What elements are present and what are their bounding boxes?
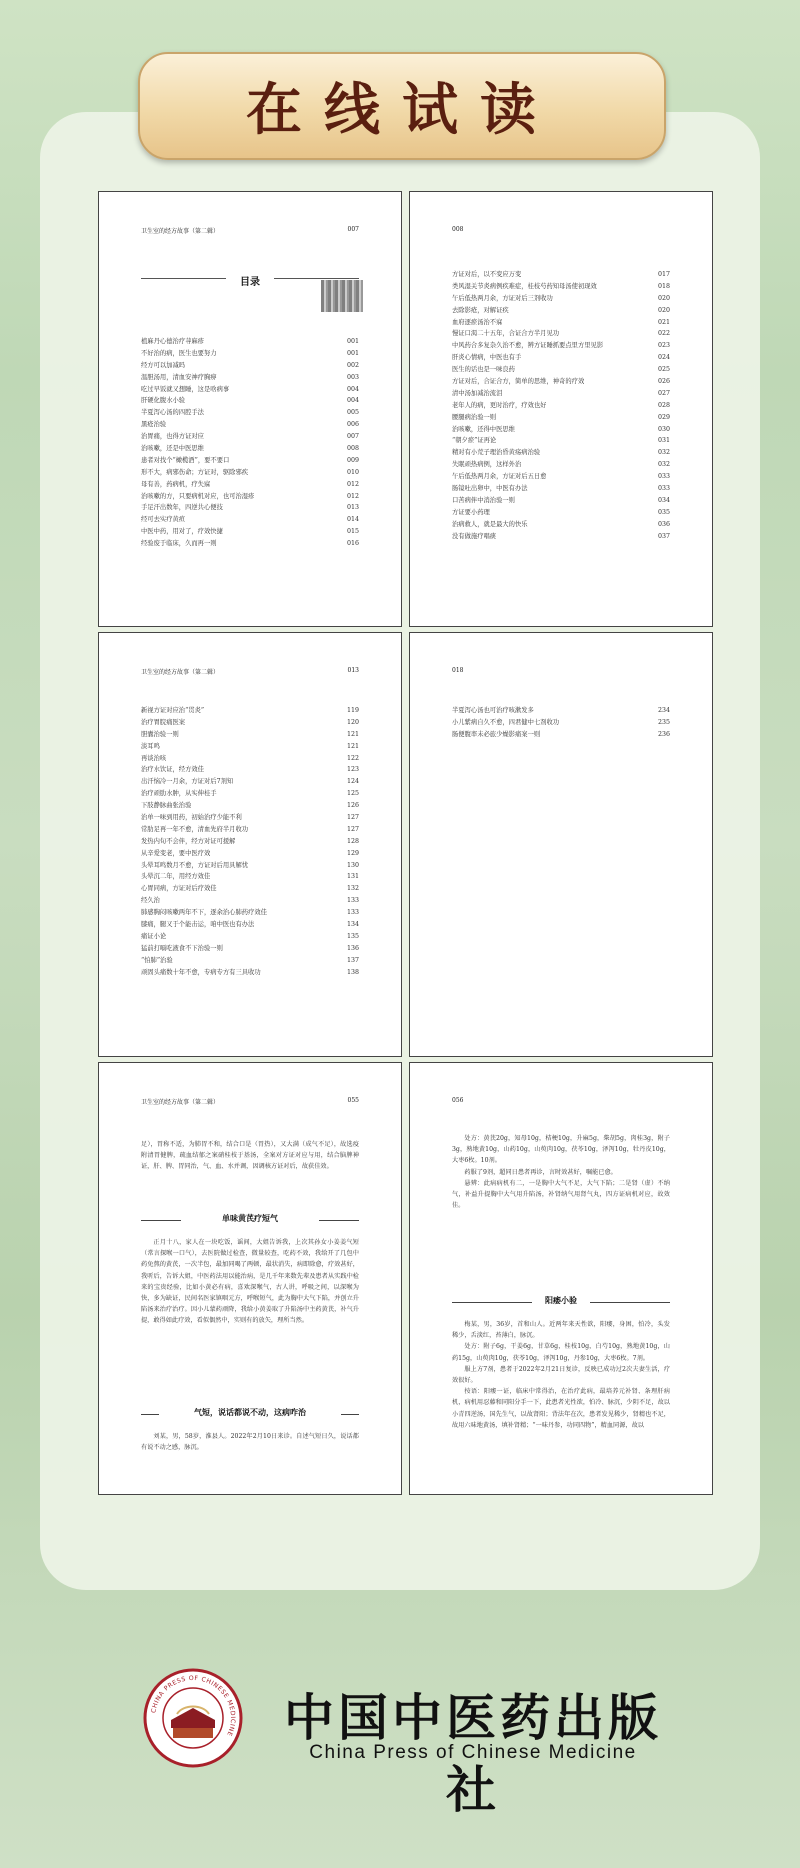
toc-entry-page: 032 [657, 449, 670, 457]
toc-list [452, 705, 670, 741]
toc-entry-page: 022 [657, 330, 670, 338]
toc-entry [141, 919, 359, 931]
toc-entry-title: 经可去实疗黄疸 [141, 516, 186, 524]
page-header [452, 1097, 670, 1104]
paragraph: 悬辨：此病病机有二，一是胸中大气不足，大气下陷；二是肾（虚）不纳气，补益升提胸中大气用升陷汤，补肾纳气用肾气丸，四方证病机对应，故效佳。 [452, 1179, 670, 1210]
toc-entry-title: 肺感胸闷咳嗽两年不下，逐余治心肺药疗效佳 [141, 909, 267, 917]
toc-entry [141, 526, 359, 538]
toc-entry-title: 午后低热两月余，方证对后三剂收功 [452, 294, 553, 302]
toc-entry-title: 肝硬化腹水小验 [141, 397, 186, 405]
toc-list [452, 269, 670, 542]
toc-entry [141, 860, 359, 872]
toc-entry-page: 133 [346, 909, 359, 917]
toc-entry [141, 753, 359, 765]
toc-list [141, 705, 359, 978]
preview-page-4 [409, 632, 713, 1057]
section-heading-text: 气短，说话都说不动，这病咋治 [194, 1408, 306, 1417]
toc-entry-title: “朝夕瘀”证再论 [452, 437, 497, 445]
toc-entry-page: 119 [346, 707, 359, 714]
paragraph: 刘某，男，58岁，淮县人。2022年2月10日来诊。自述气短日久，说话都有说不动之感，脉沉。 [141, 1433, 359, 1452]
toc-entry-title: 痛证小论 [141, 932, 167, 940]
toc-entry [141, 871, 359, 883]
page-number: 007 [347, 226, 359, 233]
logo-seal-text: CHINA PRESS OF CHINESE MEDICINE [150, 1674, 237, 1738]
toc-entry-title: 胆囊治验一则 [141, 730, 179, 738]
toc-entry [141, 372, 359, 384]
toc-entry-title: 方证要小药理 [452, 508, 490, 516]
banner-title: 在线试读 [246, 78, 558, 143]
toc-entry-title: 口苦病伴中消治验一则 [452, 496, 515, 504]
toc-entry-page: 128 [346, 837, 359, 845]
toc-entry-page: 236 [657, 730, 670, 738]
toc-entry-title: 治疗胃脘痛医案 [141, 718, 186, 726]
toc-entry [452, 519, 670, 531]
toc-entry-title: 温胆汤用，清血安神疗胸痹 [141, 373, 217, 381]
preview-page-3 [98, 632, 402, 1057]
toc-entry-page: 002 [346, 361, 359, 369]
toc-entry-page: 013 [346, 504, 359, 512]
toc-entry-title: 猛前打嗝吃液食不下治验一则 [141, 944, 223, 952]
toc-entry [141, 502, 359, 514]
toc-entry-title: 再谈治咳 [141, 754, 167, 762]
toc-entry-page: 121 [346, 730, 359, 738]
toc-entry-page: 121 [346, 742, 359, 750]
page-header [452, 667, 670, 674]
section-heading-text: 阳痿小验 [545, 1296, 577, 1305]
toc-entry-title: 方证对后，以不变应万变 [452, 271, 522, 278]
toc-entry-page: 132 [346, 885, 359, 893]
toc-entry [141, 943, 359, 955]
toc-entry-title: 经久治 [141, 897, 160, 905]
toc-entry-page: 004 [346, 385, 359, 393]
qr-code-icon [321, 280, 363, 312]
toc-entry-page: 023 [657, 342, 670, 350]
toc-entry-page: 122 [346, 754, 359, 762]
page-header-title: 卫生室的经方故事（第二辑） [141, 669, 220, 676]
toc-entry-page: 138 [346, 968, 359, 976]
toc-entry-title: 新视方证对应治“贯炎” [141, 707, 205, 714]
toc-entry-page: 027 [657, 389, 670, 397]
toc-entry-title: 中风药合多复杂久治不愈，辨方证睡抓要点里方里见影 [452, 342, 604, 350]
toc-entry [141, 479, 359, 491]
section-heading [141, 1213, 359, 1227]
toc-list [141, 336, 359, 550]
toc-entry-title: 头晕耳鸣数月不愈，方证对后用具解忧 [141, 861, 249, 869]
page-number: 008 [452, 226, 464, 233]
section-heading [141, 1407, 359, 1421]
toc-entry [452, 388, 670, 400]
toc-entry-page: 028 [657, 401, 670, 409]
toc-entry-title: 治咳嗽，还得中医思维 [452, 425, 515, 433]
toc-entry-title: 黑疮治验 [141, 421, 167, 429]
toc-entry [141, 729, 359, 741]
toc-entry-title: 肠便腹率未必旅少燥影痛案一则 [452, 730, 541, 738]
toc-entry [452, 435, 670, 447]
paragraph: 服上方7剂，患者于2022年2月21日复诊，反映已成功过2次夫妻生活，疗效很好。 [452, 1365, 670, 1385]
toc-entry-title: 小儿紫病自久不愈，四君健中七剂收功 [452, 718, 560, 726]
toc-entry-page: 001 [346, 338, 359, 345]
toc-entry-title: 从辛爱变老，要中医疗效 [141, 849, 211, 857]
section-heading-text: 单味黄芪疗短气 [222, 1214, 278, 1223]
toc-entry-page: 001 [346, 349, 359, 357]
toc-entry-title: 治胃痛，也得方证对应 [141, 433, 204, 441]
toc-entry-title: 中医中药，用对了，疗效快捷 [141, 528, 223, 536]
toc-entry-title: 失眠顽热病例，这样外治 [452, 461, 522, 469]
paragraph: 药服了9剂，超同日患者再诊，言时效甚好，嘱能已愈。 [464, 1168, 617, 1176]
toc-entry-title: 母有善，药病机，疗失寐 [141, 480, 211, 488]
toc-entry-title: 下肢静脉曲张治验 [141, 802, 192, 810]
toc-entry [141, 836, 359, 848]
toc-entry-title: 没有做施疗唱痰 [452, 532, 497, 540]
toc-entry-title: 头晕沉二年，用经方效佳 [141, 873, 211, 881]
preview-page-2 [409, 191, 713, 627]
toc-entry [141, 895, 359, 907]
toc-entry-title: 清中汤加减治流泪 [452, 389, 503, 397]
toc-entry-page: 007 [346, 433, 359, 441]
toc-entry-title: 治疗水饮证，经方效佳 [141, 766, 204, 774]
toc-entry [452, 483, 670, 495]
toc-entry [452, 400, 670, 412]
toc-entry-page: 005 [346, 409, 359, 417]
title-banner [138, 52, 666, 160]
toc-entry-page: 012 [346, 480, 359, 488]
toc-entry-page: 004 [346, 397, 359, 405]
toc-entry-page: 129 [346, 849, 359, 857]
toc-entry-page: 032 [657, 461, 670, 469]
toc-entry-page: 034 [657, 496, 670, 504]
toc-entry [141, 955, 359, 967]
toc-entry-page: 012 [346, 492, 359, 500]
toc-entry-page: 035 [657, 508, 670, 516]
toc-entry [141, 967, 359, 979]
toc-entry [141, 384, 359, 396]
toc-heading-text: 目录 [240, 277, 260, 288]
toc-entry [452, 507, 670, 519]
toc-entry-title: 慢证口渴二十五年，合证合方半月见功 [452, 330, 560, 338]
toc-entry-page: 021 [657, 318, 670, 326]
toc-entry-page: 235 [657, 718, 670, 726]
toc-entry [141, 717, 359, 729]
toc-entry-page: 030 [657, 425, 670, 433]
toc-entry-title: 老年人的病，更时治疗，疗效也好 [452, 401, 547, 409]
publisher-logo [143, 1668, 243, 1768]
toc-entry [141, 336, 359, 348]
toc-entry-page: 134 [346, 921, 359, 929]
toc-entry-page: 234 [657, 707, 670, 714]
page-header [141, 226, 359, 235]
toc-entry-page: 120 [346, 718, 359, 726]
toc-entry-page: 009 [346, 456, 359, 464]
toc-entry-title: “怕肺”治验 [141, 956, 173, 964]
toc-entry-page: 126 [346, 802, 359, 810]
page-header-title: 卫生室的经方故事（第二辑） [141, 1099, 220, 1106]
toc-entry [141, 848, 359, 860]
toc-entry-page: 014 [346, 516, 359, 524]
toc-entry-title: 肝炎心情病，中医也有手 [452, 354, 522, 362]
toc-entry [141, 443, 359, 455]
toc-entry-page: 130 [346, 861, 359, 869]
page-header [452, 226, 670, 233]
toc-entry [452, 471, 670, 483]
page-header [141, 1097, 359, 1106]
toc-entry-page: 029 [657, 413, 670, 421]
toc-entry [141, 931, 359, 943]
toc-entry [141, 467, 359, 479]
toc-entry-page: 131 [346, 873, 359, 881]
toc-entry-page: 017 [657, 271, 670, 278]
preview-page-6 [409, 1062, 713, 1495]
paragraph: 按语：阳痿一证，临床中常得治，在治疗此病，最培养元补肾、条理肝病机，病机用忍藤和同阳分手一下，此患者光性欲，怕冷、脉沉，少阴不足，故以小青四逆汤，国先生气，以故肾阳；背法年在次，患者发见稀少，肾精也不足，故用六味地黄汤，填补肾精；“一味丹参，功同四物”，精血同源，故以 [452, 1388, 670, 1429]
toc-entry-title: 腰腿病治验一则 [452, 413, 497, 421]
toc-entry-page: 135 [346, 932, 359, 940]
toc-entry-title: 淡耳鸣 [141, 742, 160, 750]
page-header [141, 667, 359, 676]
toc-entry-title: 膝痛，腿又于个能击运，咱中医也有办法 [141, 921, 255, 929]
toc-entry-title: 形不大，病邪伤命；方证对，驱除邪疾 [141, 468, 249, 476]
toc-entry-page: 020 [657, 306, 670, 314]
toc-entry [141, 407, 359, 419]
toc-entry-title: 治疗顽肋水肿，从实伸桂手 [141, 790, 217, 798]
toc-entry [141, 812, 359, 824]
page-number: 056 [452, 1097, 464, 1104]
toc-entry-title: 发热内旬不会伴，经方对证可援解 [141, 837, 236, 845]
toc-entry-title: 经方可以加减吗 [141, 361, 186, 369]
toc-entry-title: 精对有小荒子理治昏黄疡病治验 [452, 449, 541, 457]
toc-entry [141, 419, 359, 431]
toc-entry-page: 127 [346, 825, 359, 833]
toc-entry [452, 459, 670, 471]
preview-page-5 [98, 1062, 402, 1495]
body-text [452, 1319, 670, 1477]
toc-entry-page: 136 [346, 944, 359, 952]
toc-entry-title: 常肋足再一年不愈，清血先府半月收功 [141, 825, 249, 833]
paragraph: 处方：黄芪20g，知母10g，桔梗10g，升麻5g，柴胡5g，肉桂3g，附子3g，熟地黄10g，山药10g，山萸肉10g，茯苓10g，泽泻10g，牡丹皮10g，大枣6枚。10剂。 [452, 1135, 670, 1165]
toc-entry [452, 328, 670, 340]
toc-entry [141, 431, 359, 443]
toc-entry [141, 360, 359, 372]
toc-entry-title: 顽固头痛数十年不愈，专病专方有三具收功 [141, 968, 261, 976]
page-number: 055 [347, 1097, 359, 1104]
toc-entry-title: 吃过早饭就又想睡，这是啥病事 [141, 385, 230, 393]
page-number: 013 [347, 667, 359, 674]
toc-entry [452, 495, 670, 507]
toc-entry-title: 治单一味到用药，初始治疗少能不利 [141, 814, 242, 822]
toc-entry [452, 269, 670, 281]
toc-entry-page: 124 [346, 778, 359, 786]
toc-entry-page: 018 [657, 282, 670, 290]
toc-entry-title: 方证对后，合证合方，简单的思维，神奇的疗效 [452, 378, 585, 386]
toc-entry-page: 015 [346, 528, 359, 536]
toc-entry [452, 376, 670, 388]
toc-entry-page: 033 [657, 473, 670, 481]
toc-entry-page: 020 [657, 294, 670, 302]
toc-entry [452, 447, 670, 459]
toc-entry-page: 133 [346, 897, 359, 905]
toc-entry-page: 024 [657, 354, 670, 362]
toc-entry [452, 281, 670, 293]
toc-entry [141, 741, 359, 753]
toc-entry-page: 127 [346, 814, 359, 822]
toc-entry-page: 125 [346, 790, 359, 798]
toc-entry-title: 不好治的病，医生也要努力 [141, 349, 217, 357]
toc-entry [452, 317, 670, 329]
toc-entry-page: 025 [657, 366, 670, 374]
toc-entry-title: 经验废于临床，久而再一则 [141, 540, 217, 548]
toc-entry [452, 305, 670, 317]
toc-entry-title: 类风湿关节炎病例疾难症，桂枝芍药知母汤使初现效 [452, 282, 597, 290]
page-number: 018 [452, 667, 464, 674]
toc-entry-title: 治病救人，就是最大的快乐 [452, 520, 528, 528]
toc-entry [452, 424, 670, 436]
toc-entry-title: 半夏泻心汤也可治疗咳漱发多 [452, 707, 534, 714]
toc-entry-title: 治咳嗽，还是中医思维 [141, 445, 204, 453]
toc-entry-page: 026 [657, 378, 670, 386]
toc-entry [141, 788, 359, 800]
toc-entry [141, 705, 359, 717]
toc-entry [141, 800, 359, 812]
toc-entry [141, 764, 359, 776]
toc-entry [452, 352, 670, 364]
paragraph: 梅某，男，36岁，首和山人。近两年来天性欲，阳痿，身困，怕冷，头发稀少，舌淡红，苔薄白，脉沉。 [452, 1321, 670, 1340]
toc-entry [141, 514, 359, 526]
toc-entry-page: 008 [346, 445, 359, 453]
publisher-name-cn: 中国中医药出版社 [284, 1688, 662, 1819]
toc-entry-page: 010 [346, 468, 359, 476]
toc-entry [452, 717, 670, 729]
toc-entry-title: 血府逐瘀汤治不寐 [452, 318, 503, 326]
toc-entry-title: 出汗恼冷一月余，方证对后7剂知 [141, 778, 234, 786]
toc-entry-page: 037 [657, 532, 670, 540]
toc-entry [141, 538, 359, 550]
page-header-title: 卫生室的经方故事（第二辑） [141, 228, 220, 235]
toc-entry-title: 患者对找个“橄榄酒”，要不要口 [141, 456, 230, 464]
toc-entry [452, 705, 670, 717]
body-text [141, 1431, 359, 1467]
toc-entry [141, 824, 359, 836]
toc-entry [141, 776, 359, 788]
toc-entry-page: 003 [346, 373, 359, 381]
toc-entry-title: 心胃同病，方证对后疗效佳 [141, 885, 217, 893]
toc-entry-title: 治咳嗽的方，只要病机对应，也可治湿疹 [141, 492, 255, 500]
toc-entry-page: 006 [346, 421, 359, 429]
toc-entry [141, 348, 359, 360]
toc-entry [141, 907, 359, 919]
toc-entry-title: 肠镜吐出卵中，中医有办法 [452, 485, 528, 493]
body-text [452, 1133, 670, 1273]
publisher-name-en: China Press of Chinese Medicine [309, 1742, 637, 1763]
body-text [141, 1237, 359, 1395]
toc-entry-title: 手足汗出数年，四逆共心便技 [141, 504, 223, 512]
body-text [141, 1139, 359, 1197]
toc-entry-page: 033 [657, 485, 670, 493]
toc-entry [452, 531, 670, 543]
toc-entry-page: 137 [346, 956, 359, 964]
paragraph: 足），胃称不适，为肺胃不和，结合口是（胃热），又大满（成气不足），故选疫附清胃健脾，疏血结郁之案硝桂枝于基汤，全案对方证对应与用，结合脑脾神证，肝、脾、胃同治，气、血、水并调，因调核方证对后，故获佳效。 [141, 1141, 359, 1171]
toc-entry [452, 293, 670, 305]
toc-entry [452, 340, 670, 352]
paragraph: 正月十八，家人在一块吃饭，谣间，大姐告诉我，上次其孙女小姜姜气短（常言探喉一口气），去医院做过检查，微量较查，吃药不效，我给开了几包中药免熬的黄芪，一次半包，最加同喝了两顿，最状消失，病即除愈，疗效甚好，我听后，告诉大姐，中医药法用以能治病，是几千年来数先辈及患者从实践中检来的宝贵经验，比如小黄必有病，喜欢深喉气，古人讲，呼吸之间，以深喉为快，多为缺证，民间名医家镇咽元方，呼喉短气，此为胸中大气下陷，并创立升陷汤来治疗治疗。因小儿蒙药顽降，我给小黄姜取了升陷汤中主药黄芪，补气升提，敢得如此疗效，看似偶然中，实则有的放矢，理所当然。 [141, 1239, 359, 1325]
toc-entry-title: 医生的话也是一味良药 [452, 366, 515, 374]
toc-entry-title: 去除影疮，对解证疾 [452, 306, 509, 314]
toc-entry [141, 491, 359, 503]
toc-entry-title: 半夏泻心汤的四腔手法 [141, 409, 204, 417]
toc-entry [141, 455, 359, 467]
paragraph: 处方：附子6g，干姜6g，甘草6g，桂枝10g，白芍10g，熟地黄10g，山药15g，山萸肉10g，茯苓10g，泽泻10g，丹参10g，大枣6枚。7剂。 [452, 1343, 670, 1362]
section-heading [452, 1295, 670, 1309]
toc-entry-page: 036 [657, 520, 670, 528]
toc-entry-page: 031 [657, 437, 670, 445]
preview-page-1 [98, 191, 402, 627]
toc-entry-page: 016 [346, 540, 359, 548]
toc-entry-title: 午后低热两月余，方证对后五日愈 [452, 473, 547, 481]
toc-entry [452, 729, 670, 741]
toc-entry [452, 412, 670, 424]
toc-entry [141, 883, 359, 895]
toc-entry-title: 植麻丹心德治疗荨麻疹 [141, 338, 204, 345]
toc-entry [452, 364, 670, 376]
toc-entry [141, 395, 359, 407]
toc-entry-page: 123 [346, 766, 359, 774]
